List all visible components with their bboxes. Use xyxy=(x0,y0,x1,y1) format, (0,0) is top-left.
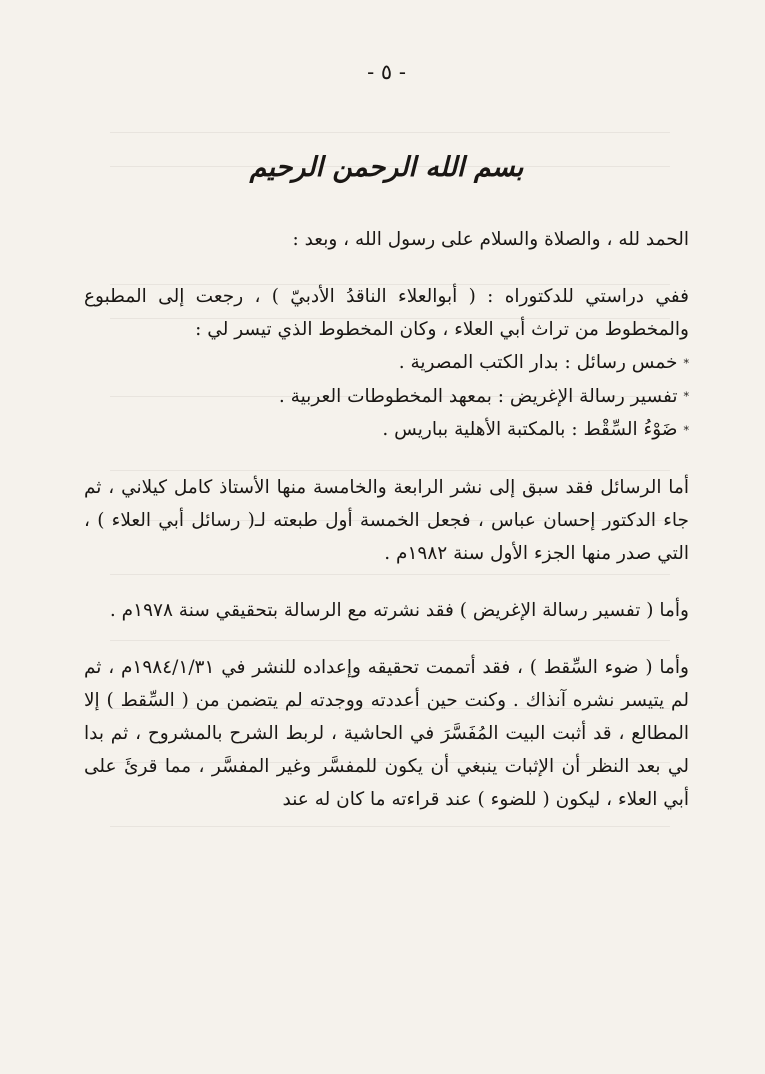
list-item-text: خمس رسائل : بدار الكتب المصرية . xyxy=(398,352,678,373)
list-item xyxy=(84,346,689,380)
basmala-heading: بسم الله الرحمن الرحيم xyxy=(249,152,524,183)
list-item xyxy=(84,413,689,447)
body-paragraph: وأما ( ضوء السِّقط ) ، فقد أتممت تحقيقه وإعداده للنشر في ١٩٨٤/١/٣١م ، ثم لم يتيسر نشره آنذاك . وكنت حين أعددته ووجدته لم يتضمن من ( السِّقط ) إلا المطالع ، قد أثبت البيت المُفَسَّرَ في الحاشية ، لربط الشرح بالمشروح ، ثم بدا لي بعد النظر أن الإثبات ينبغي أن يكون للمفسَّر وغير المفسَّر ، مما قرئَ على أبي العلاء ، ليكون ( للضوء ) عند قراءته ما كان له عند xyxy=(84,656,689,810)
opening-line: الحمد لله ، والصلاة والسلام على رسول الله ، وبعد : xyxy=(292,229,689,250)
intro-paragraph: ففي دراستي للدكتوراه : ( أبوالعلاء الناقدُ الأدبيّ ) ، رجعت إلى المطبوع والمخطوط من تراث أبي العلاء ، وكان المخطوط الذي تيسر لي : xyxy=(84,286,689,340)
list-item-text: ضَوْءُ السِّقْط : بالمكتبة الأهلية بباريس . xyxy=(382,419,678,440)
body-paragraph: أما الرسائل فقد سبق إلى نشر الرابعة والخامسة منها الأستاذ كامل كيلاني ، ثم جاء الدكتور إحسان عباس ، فجعل الخمسة أول طبعته لـ( رسائل أبي العلاء ) ، التي صدر منها الجزء الأول سنة ١٩٨٢م . xyxy=(84,476,689,564)
bullet-icon: * xyxy=(683,356,689,370)
list-item xyxy=(84,380,689,414)
list-item-text: تفسير رسالة الإغريض : بمعهد المخطوطات العربية . xyxy=(278,385,678,407)
bullet-icon: * xyxy=(683,423,689,437)
document-page xyxy=(84,60,689,816)
bullet-icon: * xyxy=(683,390,689,403)
page-number: - ٥ - xyxy=(367,60,406,84)
body-paragraph: وأما ( تفسير رسالة الإغريض ) فقد نشرته مع الرسالة بتحقيقي سنة ١٩٧٨م . xyxy=(109,599,689,621)
bleed-line xyxy=(110,826,670,827)
